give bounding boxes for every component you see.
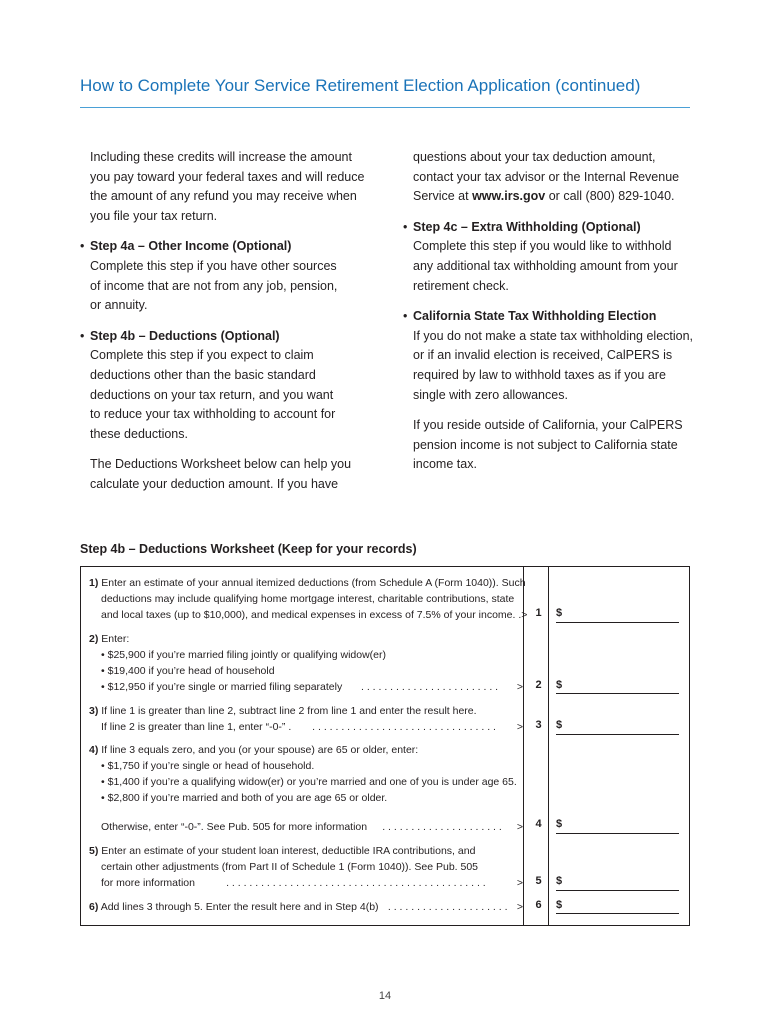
left-column: [80, 148, 380, 495]
line-text: $12,950 if you’re single or married filing separately: [107, 681, 343, 693]
answer-field-line-3[interactable]: [556, 734, 679, 735]
worksheet-note-line: The Deductions Worksheet below can help you: [90, 457, 352, 472]
worksheet-line-3: [89, 703, 523, 735]
step-4b-line: deductions on your tax return, and you want: [90, 387, 334, 402]
irs-contact-prefix: Service at: [413, 189, 469, 204]
arrow-icon: >: [516, 721, 523, 733]
bullet-icon: •: [403, 309, 408, 324]
leader-dots: . . . . . . . . . . . . . . . . . . . . .: [382, 821, 502, 833]
dollar-sign: $: [556, 719, 563, 731]
leader-dots: . .: [512, 609, 522, 621]
step-4c-section: [403, 218, 703, 296]
worksheet-note-line: calculate your deduction amount. If you have: [90, 476, 339, 491]
bullet-icon: •: [101, 681, 105, 693]
worksheet-divider: [548, 566, 549, 926]
answer-field-line-2[interactable]: [556, 693, 679, 694]
line-number: 5: [535, 875, 542, 887]
title-divider: [80, 107, 690, 108]
line-text: If line 3 equals zero, and you (or your spouse) are 65 or older, enter:: [101, 744, 419, 756]
intro-paragraph: [80, 148, 380, 226]
leader-dots: . . . . . . . . . . . . . . . . . . . . . . . . . . . . . . . . . . . . . . . . . . . . .: [226, 877, 486, 889]
step-4b-line: Complete this step if you expect to claim: [90, 348, 314, 363]
line-number: 4: [535, 818, 542, 830]
irs-contact-line: [413, 187, 703, 207]
step-4a-line: or annuity.: [90, 298, 148, 313]
bullet-icon: •: [101, 760, 105, 772]
step-4a-line: Complete this step if you have other sources: [90, 258, 337, 273]
line-label: 2): [89, 633, 99, 645]
line-leader: [89, 875, 523, 891]
bullet-icon: •: [403, 219, 408, 234]
dollar-sign: $: [556, 818, 563, 830]
step-4c-line: any additional tax withholding amount from your: [413, 258, 678, 273]
continued-paragraph: [403, 148, 703, 207]
step-4b-section: [80, 327, 380, 495]
step-4b-line: to reduce your tax withholding to account for: [90, 407, 336, 422]
answer-field-line-1[interactable]: [556, 622, 679, 623]
bullet-icon: •: [101, 665, 105, 677]
right-column: [403, 148, 703, 475]
line-number: 6: [535, 899, 542, 911]
step-4b-heading: Step 4b – Deductions (Optional): [90, 328, 280, 343]
leader-dots: . . . . . . . . . . . . . . . . . . . . . . . . . . . . . . . .: [312, 721, 496, 733]
arrow-icon: >: [516, 877, 523, 889]
line-label: 4): [89, 744, 99, 756]
line-label: 5): [89, 845, 99, 857]
step-4b-line: these deductions.: [90, 426, 188, 441]
page-title: How to Complete Your Service Retirement Election Application (continued): [80, 76, 641, 95]
line-text: certain other adjustments (from Part II of Schedule 1 (Form 1040)). See Pub. 505: [101, 861, 479, 873]
arrow-icon: >: [521, 609, 528, 621]
line-number: 1: [535, 607, 542, 619]
worksheet-line-4: [89, 742, 523, 806]
line-leader: [89, 607, 528, 623]
leader-dots: . . . . . . . . . . . . . . . . . . . . . . . .: [360, 681, 499, 693]
worksheet-title: Step 4b – Deductions Worksheet (Keep for your records): [80, 542, 417, 556]
arrow-icon: >: [516, 821, 523, 833]
california-section: [403, 307, 703, 475]
irs-contact-suffix: or call (800) 829-1040.: [548, 189, 675, 204]
bullet-icon: •: [101, 792, 105, 804]
line-text: deductions may include qualifying home mortgage interest, charitable contributions, state: [101, 593, 515, 605]
line-leader: [89, 899, 523, 915]
california-line: single with zero allowances.: [413, 387, 568, 402]
line-label: 1): [89, 577, 99, 589]
intro-line: Including these credits will increase the amount: [90, 150, 352, 164]
answer-field-line-6[interactable]: [556, 913, 679, 914]
california-note-line: If you reside outside of California, your CalPERS: [413, 418, 683, 433]
step-4c-line: retirement check.: [413, 278, 509, 293]
line-text: $2,800 if you’re married and both of you are age 65 or older.: [107, 792, 388, 804]
worksheet-line-5: [89, 843, 523, 891]
line-text: for more information: [101, 877, 195, 889]
line-text: $19,400 if you’re head of household: [107, 665, 275, 677]
arrow-icon: >: [516, 681, 523, 693]
line-text: and local taxes (up to $10,000), and medical expenses in excess of 7.5% of your income: [101, 609, 513, 621]
line-number: 2: [535, 679, 542, 691]
bullet-icon: •: [101, 776, 105, 788]
line-text: Add lines 3 through 5. Enter the result here and in Step 4(b): [100, 901, 379, 913]
continued-line: contact your tax advisor or the Internal Revenue: [413, 169, 680, 184]
line-text: Enter:: [101, 633, 130, 645]
step-4a-heading: Step 4a – Other Income (Optional): [90, 239, 292, 254]
line-leader: [89, 719, 523, 735]
line-text: $1,400 if you’re a qualifying widow(er) or you’re married and one of you is under age 65.: [107, 776, 517, 788]
line-leader: [89, 679, 523, 695]
line-text: If line 2 is greater than line 1, enter “-0-” .: [101, 721, 292, 733]
arrow-icon: >: [516, 901, 523, 913]
dollar-sign: $: [556, 607, 563, 619]
bullet-icon: •: [101, 649, 105, 661]
worksheet-line-1: [89, 575, 528, 623]
line-text: Enter an estimate of your student loan interest, deductible IRA contributions, and: [101, 845, 476, 857]
california-heading: California State Tax Withholding Election: [413, 309, 657, 324]
intro-line: you pay toward your federal taxes and will reduce: [90, 169, 365, 184]
california-note-line: pension income is not subject to California state: [413, 437, 678, 452]
line-text: Otherwise, enter “-0-”. See Pub. 505 for more information: [101, 821, 368, 833]
step-4c-heading: Step 4c – Extra Withholding (Optional): [413, 219, 641, 234]
step-4a-section: [80, 237, 380, 315]
line-number: 3: [535, 719, 542, 731]
california-note-line: income tax.: [413, 457, 477, 472]
step-4c-line: Complete this step if you would like to withhold: [413, 239, 672, 254]
irs-website-link[interactable]: www.irs.gov: [472, 189, 546, 204]
step-4b-line: deductions other than the basic standard: [90, 367, 316, 382]
dollar-sign: $: [556, 679, 563, 691]
answer-field-line-5[interactable]: [556, 890, 679, 891]
leader-dots: . . . . . . . . . . . . . . . . . . . . .: [387, 901, 508, 913]
california-line: required by law to withhold taxes as if you are: [413, 367, 666, 382]
step-4a-line: of income that are not from any job, pension,: [90, 278, 338, 293]
page-number: 14: [378, 990, 392, 1002]
answer-field-line-4[interactable]: [556, 833, 679, 834]
worksheet-line-4-otherwise: [89, 819, 523, 835]
bullet-icon: •: [80, 239, 85, 254]
line-text: Enter an estimate of your annual itemized deductions (from Schedule A (Form 1040)). Such: [101, 577, 526, 589]
line-label: 3): [89, 705, 99, 717]
california-line: If you do not make a state tax withholding election,: [413, 328, 694, 343]
bullet-icon: •: [80, 328, 85, 343]
worksheet-line-2: [89, 631, 523, 695]
line-label: 6): [89, 901, 99, 913]
worksheet-line-6: [89, 899, 523, 915]
line-leader: [89, 819, 523, 835]
dollar-sign: $: [556, 899, 563, 911]
intro-line: the amount of any refund you may receive when: [90, 189, 357, 204]
line-text: $1,750 if you’re single or head of household.: [107, 760, 315, 772]
line-text: If line 1 is greater than line 2, subtract line 2 from line 1 and enter the result here.: [101, 705, 477, 717]
continued-line: questions about your tax deduction amount,: [413, 150, 656, 164]
dollar-sign: $: [556, 875, 563, 887]
line-text: $25,900 if you’re married filing jointly or qualifying widow(er): [107, 649, 386, 661]
california-line: or if an invalid election is received, CalPERS is: [413, 348, 673, 363]
intro-line: you file your tax return.: [90, 208, 218, 223]
